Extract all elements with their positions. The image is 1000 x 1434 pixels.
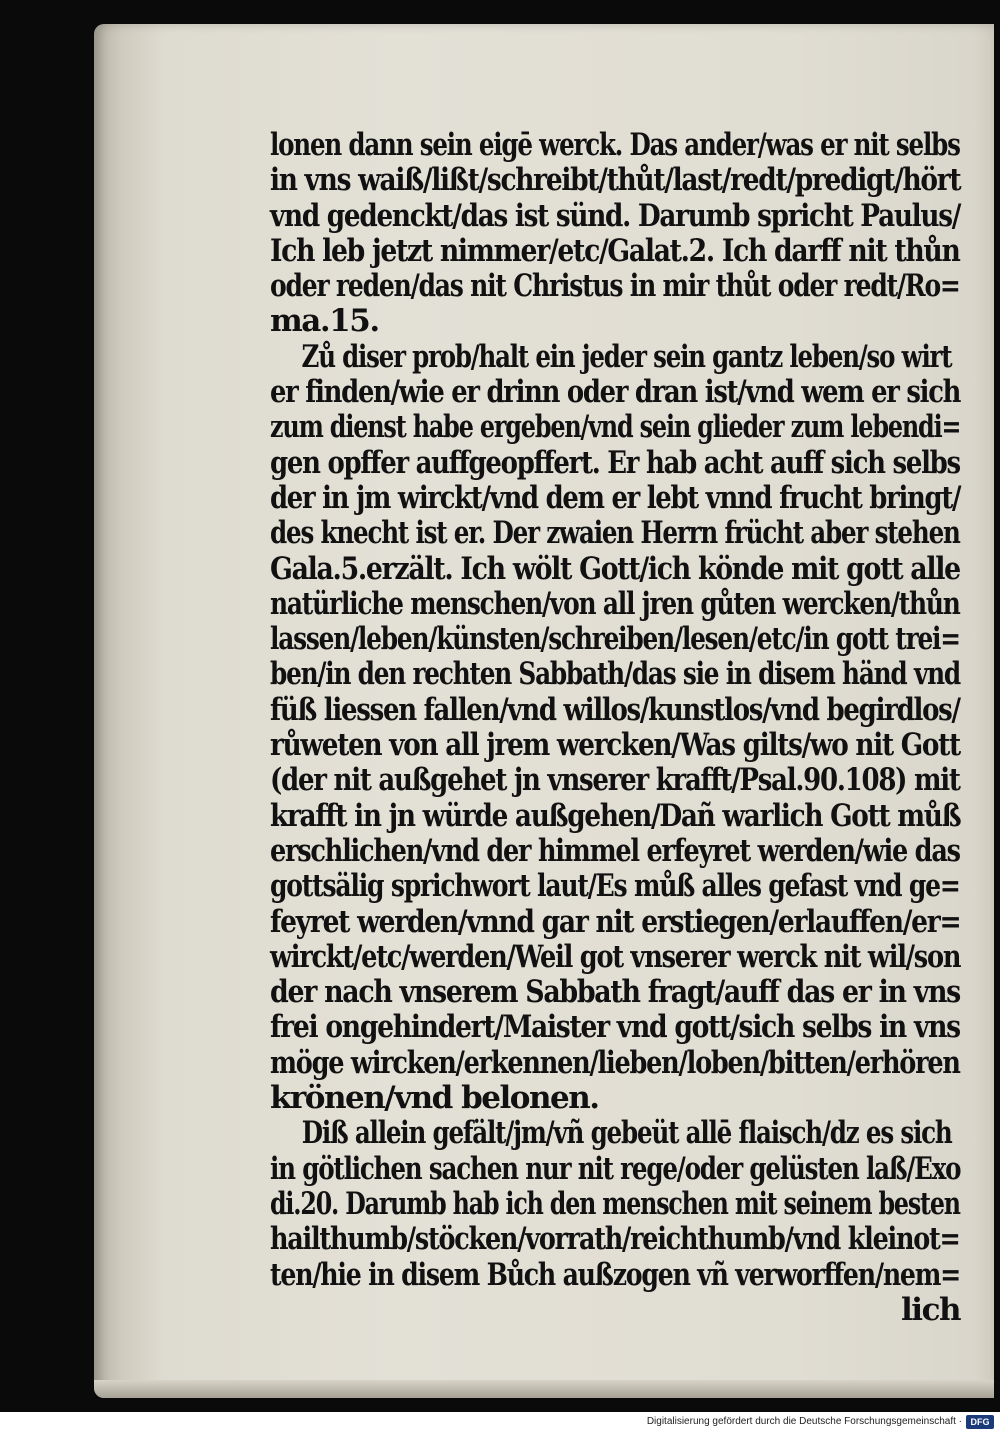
text-line: in götlichen sachen nur nit rege/oder gelüsten laß/Exo [270,1150,961,1187]
text-line: Zů diser prob/halt ein jeder sein gantz leben/so wirt [301,338,952,375]
text-line: krönen/vnd belonen. [270,1080,599,1117]
text-line: růweten von all jrem wercken/Was gilts/wo nit Gott [270,727,960,764]
text-line: in vns waiß/lißt/schreibt/thůt/last/redt/predigt/hört [270,162,961,199]
text-line: ma.15. [270,303,379,340]
text-line: lich [901,1291,960,1328]
text-line: Ich leb jetzt nimmer/etc/Galat.2. Ich darff nit thůn [270,232,960,269]
text-line: Gala.5.erzält. Ich wölt Gott/ich könde mit gott alle [270,550,960,587]
text-line: gottsälig sprichwort laut/Es můß alles gefast vnd ge= [270,868,960,905]
text-line: natürliche menschen/von all jren gůten wercken/thůn [270,585,960,622]
text-line: krafft in jn würde außgehen/Dañ warlich Gott můß [270,797,961,834]
text-line: der in jm wirckt/vnd dem er lebt vnnd frucht bringt/ [270,479,961,516]
text-line: füß liessen fallen/vnd willos/kunstlos/vnd begirdlos/ [270,691,960,728]
page-text [270,128,960,1328]
page-edge [94,1380,994,1398]
text-line: er finden/wie er drinn oder dran ist/vnd wem er sich [270,374,961,411]
text-line: ben/in den rechten Sabbath/das sie in disem händ vnd [270,656,960,693]
text-line: lonen dann sein eigē werck. Das ander/was er nit selbs [270,127,960,163]
dfg-logo-icon: DFG [966,1415,994,1429]
text-line: vnd gedenckt/das ist sünd. Darumb spricht Paulus/ [270,197,961,234]
text-line: (der nit außgehet jn vnserer krafft/Psal.90.108) mit [270,762,960,799]
text-line: wirckt/etc/werden/Weil got vnserer werck nit wil/son [270,938,961,975]
text-line: Diß allein gefält/jm/vñ gebeüt allē flaisch/dz es sich [301,1115,952,1152]
digitization-credit: Digitalisierung gefördert durch die Deutsche Forschungsgemeinschaft · [646,1416,962,1427]
text-line: hailthumb/stöcken/vorrath/reichthumb/vnd kleinot= [270,1221,960,1258]
text-line: feyret werden/vnnd gar nit erstiegen/erlauffen/er= [270,903,961,940]
text-line: möge wircken/erkennen/lieben/loben/bitten/erhören [270,1044,960,1081]
text-line: des knecht ist er. Der zwaien Herrn frücht aber stehen [270,515,960,552]
text-line: lassen/leben/künsten/schreiben/lesen/etc/in gott trei= [270,621,960,658]
text-line: zum dienst habe ergeben/vnd sein glieder zum lebendi= [270,409,961,446]
text-line: frei ongehindert/Maister vnd gott/sich selbs in vns [270,1009,960,1046]
text-line: oder reden/das nit Christus in mir thůt oder redt/Ro= [270,268,960,305]
text-line: ten/hie in disem Bůch außzogen vñ verworffen/nem= [270,1256,961,1293]
text-line: der nach vnserem Sabbath fragt/auff das er in vns [270,974,960,1011]
text-line: erschlichen/vnd der himmel erfeyret werden/wie das [270,832,960,869]
text-line: di.20. Darumb hab ich den menschen mit seinem besten [270,1185,960,1222]
footer-bar [0,1412,1000,1434]
text-line: gen opffer auffgeopffert. Er hab acht auff sich selbs [270,444,960,481]
